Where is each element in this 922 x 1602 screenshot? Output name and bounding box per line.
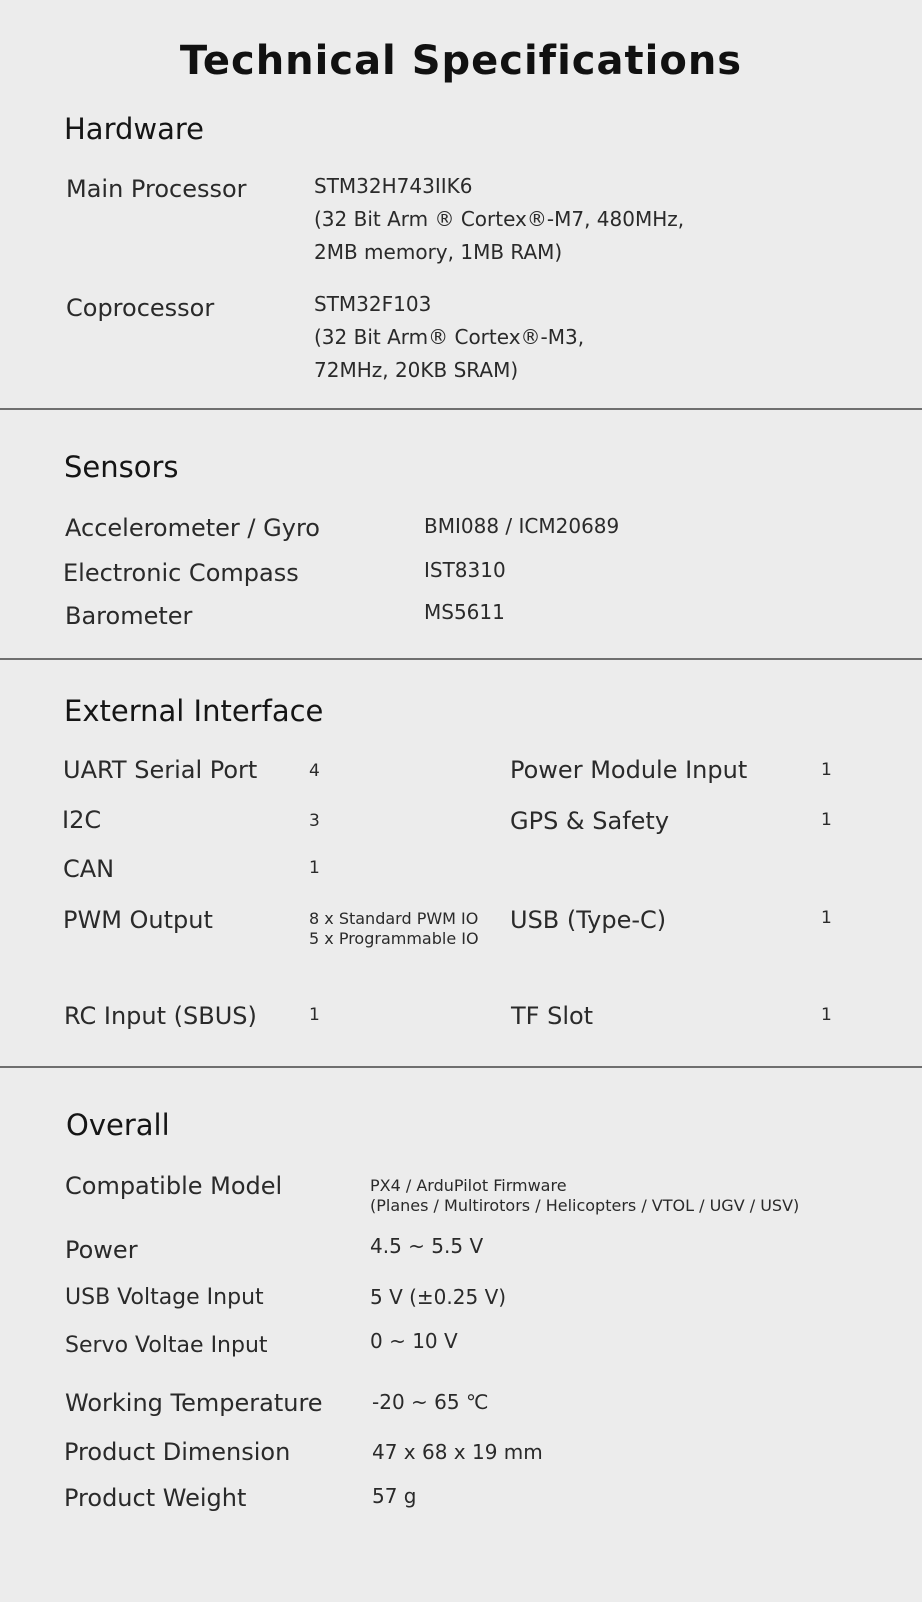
- section-title-hardware: Hardware: [64, 112, 205, 146]
- spec-value-uart-serial-port: 4: [309, 761, 320, 781]
- spec-label-pwm-output: PWM Output: [63, 906, 213, 934]
- spec-value-i2c: 3: [309, 811, 320, 831]
- spec-value-coprocessor: [314, 288, 584, 387]
- section-divider: [0, 408, 922, 410]
- spec-label-coprocessor: Coprocessor: [66, 294, 215, 322]
- spec-value-can: 1: [309, 858, 320, 878]
- spec-value-line: (32 Bit Arm ® Cortex®-M7, 480MHz,: [314, 207, 685, 231]
- spec-label-accelerometer-gyro: Accelerometer / Gyro: [65, 514, 320, 542]
- spec-value-line: STM32H743IIK6: [314, 174, 473, 198]
- spec-label-barometer: Barometer: [65, 602, 193, 630]
- spec-value-usb-voltage-input: 5 V (±0.25 V): [370, 1285, 507, 1309]
- spec-label-power-module-input: Power Module Input: [510, 756, 748, 784]
- spec-value-line: 5 x Programmable IO: [309, 929, 479, 948]
- spec-label-tf-slot: TF Slot: [511, 1002, 594, 1030]
- spec-label-rc-input-sbus: RC Input (SBUS): [64, 1002, 257, 1030]
- section-divider: [0, 1066, 922, 1068]
- section-divider: [0, 658, 922, 660]
- spec-value-rc-input-sbus: 1: [309, 1005, 320, 1025]
- spec-value-line: (32 Bit Arm® Cortex®-M3,: [314, 325, 585, 349]
- spec-label-compatible-model: Compatible Model: [65, 1172, 283, 1200]
- spec-value-main-processor: [314, 170, 684, 269]
- spec-value-working-temperature: -20 ~ 65 ℃: [372, 1390, 489, 1414]
- spec-value-line: 2MB memory, 1MB RAM): [314, 240, 563, 264]
- spec-value-line: PX4 / ArduPilot Firmware: [370, 1176, 567, 1195]
- spec-label-product-weight: Product Weight: [64, 1484, 247, 1512]
- spec-label-product-dimension: Product Dimension: [64, 1438, 291, 1466]
- spec-value-line: 72MHz, 20KB SRAM): [314, 358, 519, 382]
- section-title-overall: Overall: [66, 1108, 170, 1142]
- spec-label-i2c: I2C: [62, 806, 102, 834]
- spec-label-gps-safety: GPS & Safety: [510, 807, 670, 835]
- spec-label-working-temperature: Working Temperature: [65, 1389, 323, 1417]
- spec-label-power: Power: [65, 1236, 138, 1264]
- spec-label-can: CAN: [63, 855, 115, 883]
- spec-value-accelerometer-gyro: BMI088 / ICM20689: [424, 514, 620, 538]
- spec-value-usb-type-c: 1: [821, 908, 832, 928]
- spec-value-product-weight: 57 g: [372, 1484, 417, 1508]
- spec-value-power: 4.5 ~ 5.5 V: [370, 1234, 484, 1258]
- spec-value-barometer: MS5611: [424, 600, 505, 624]
- spec-value-line: 8 x Standard PWM IO: [309, 909, 479, 928]
- spec-value-tf-slot: 1: [821, 1005, 832, 1025]
- spec-value-pwm-output: [309, 909, 479, 949]
- spec-label-usb-type-c: USB (Type-C): [510, 906, 667, 934]
- spec-value-servo-voltage-input: 0 ~ 10 V: [370, 1329, 458, 1353]
- section-title-external-interface: External Interface: [64, 694, 324, 728]
- spec-value-compatible-model: [370, 1176, 799, 1216]
- spec-value-line: (Planes / Multirotors / Helicopters / VTOL / UGV / USV): [370, 1196, 800, 1215]
- spec-value-power-module-input: 1: [821, 760, 832, 780]
- spec-label-main-processor: Main Processor: [66, 175, 247, 203]
- spec-value-gps-safety: 1: [821, 810, 832, 830]
- spec-label-electronic-compass: Electronic Compass: [63, 559, 299, 587]
- spec-label-usb-voltage-input: USB Voltage Input: [65, 1285, 264, 1310]
- spec-value-electronic-compass: IST8310: [424, 558, 506, 582]
- spec-value-product-dimension: 47 x 68 x 19 mm: [372, 1440, 543, 1464]
- spec-value-line: STM32F103: [314, 292, 432, 316]
- spec-label-servo-voltage-input: Servo Voltae Input: [65, 1333, 268, 1358]
- page-title: Technical Specifications: [179, 38, 743, 84]
- section-title-sensors: Sensors: [64, 450, 179, 484]
- spec-label-uart-serial-port: UART Serial Port: [63, 756, 258, 784]
